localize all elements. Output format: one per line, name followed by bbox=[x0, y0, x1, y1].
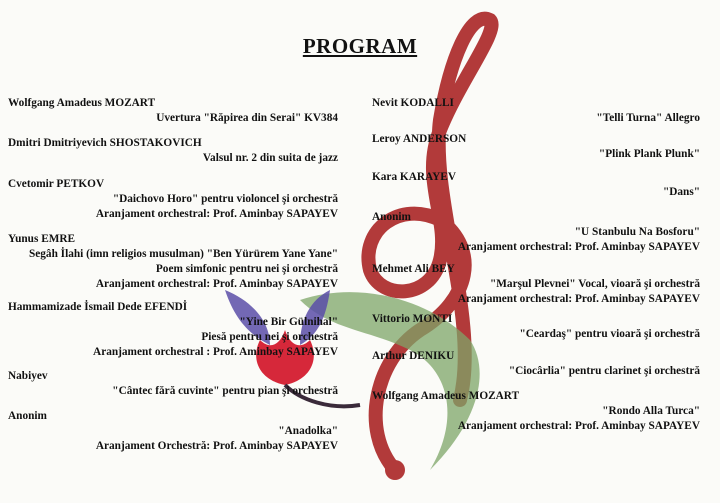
program-entry bbox=[8, 96, 338, 126]
composer-name: Cvetomir PETKOV bbox=[8, 178, 105, 190]
work-line: Aranjament orchestral : Prof. Aminbay SAPAYEV bbox=[93, 346, 338, 358]
work-line: "Dans" bbox=[662, 186, 700, 198]
program-entry bbox=[8, 232, 338, 292]
composer-name: Vittorio MONTI bbox=[372, 313, 453, 325]
composer-name: Kara KARAYEV bbox=[372, 171, 456, 183]
work-line: "Ceardaş" pentru vioară şi orchestră bbox=[519, 328, 700, 340]
clef-dot-icon bbox=[385, 460, 405, 480]
work-line: Aranjament orchestral: Prof. Aminbay SAPAYEV bbox=[95, 278, 338, 290]
work-line: "Anadolka" bbox=[278, 425, 338, 437]
composer-name: Anonim bbox=[8, 410, 47, 422]
program-entry bbox=[8, 177, 338, 222]
program-entry bbox=[372, 349, 700, 379]
composer-name: Nevit KODALLI bbox=[372, 97, 454, 109]
composer-name: Wolfgang Amadeus MOZART bbox=[372, 390, 520, 402]
work-line: Uvertura "Răpirea din Serai" KV384 bbox=[156, 112, 338, 124]
program-entry bbox=[372, 96, 700, 126]
composer-name: Wolfgang Amadeus MOZART bbox=[8, 97, 156, 109]
work-line: "Ciocârlia" pentru clarinet şi orchestră bbox=[508, 365, 700, 377]
work-line: Aranjament orchestral: Prof. Aminbay SAPAYEV bbox=[95, 208, 338, 220]
program-entry bbox=[372, 312, 700, 342]
work-line: Piesă pentru nei şi orchestră bbox=[201, 331, 338, 343]
work-line: "U Stanbulu Na Bosforu" bbox=[574, 226, 700, 238]
work-line: Poem simfonic pentru nei şi orchestră bbox=[155, 263, 338, 275]
work-line: "Daichovo Horo" pentru violoncel şi orchestră bbox=[112, 193, 338, 205]
composer-name: Leroy ANDERSON bbox=[372, 133, 467, 145]
work-line: "Plink Plank Plunk" bbox=[598, 148, 700, 160]
work-line: "Yine Bir Gülnihal" bbox=[239, 316, 338, 328]
program-entry bbox=[372, 170, 700, 200]
program-entry bbox=[8, 409, 338, 454]
work-line: Valsul nr. 2 din suita de jazz bbox=[202, 152, 338, 164]
work-line: Segâh İlahi (imn religios musulman) "Ben Yürürem Yane Yane" bbox=[28, 248, 338, 260]
program-entry bbox=[372, 132, 700, 162]
work-line: Aranjament orchestral: Prof. Aminbay SAPAYEV bbox=[457, 293, 700, 305]
work-line: "Telli Turna" Allegro bbox=[596, 112, 700, 124]
program-entry bbox=[372, 262, 700, 307]
work-line: Aranjament orchestral: Prof. Aminbay SAPAYEV bbox=[457, 241, 700, 253]
program-entry bbox=[372, 210, 700, 255]
composer-name: Arthur DENIKU bbox=[372, 350, 455, 362]
work-line: Aranjament orchestral: Prof. Aminbay SAPAYEV bbox=[457, 420, 700, 432]
work-line: "Marşul Plevnei" Vocal, vioară şi orchestră bbox=[489, 278, 700, 290]
program-entry bbox=[8, 300, 338, 360]
work-line: Aranjament Orchestră: Prof. Aminbay SAPAYEV bbox=[95, 440, 338, 452]
composer-name: Hammamizade İsmail Dede EFENDİ bbox=[8, 301, 188, 313]
page-title: PROGRAM bbox=[302, 34, 418, 58]
program-entry bbox=[8, 369, 338, 399]
composer-name: Anonim bbox=[372, 211, 411, 223]
program-entry bbox=[8, 136, 338, 166]
composer-name: Dmitri Dmitriyevich SHOSTAKOVICH bbox=[8, 137, 202, 149]
work-line: "Rondo Alla Turca" bbox=[602, 405, 700, 417]
program-entry bbox=[372, 389, 700, 434]
composer-name: Yunus EMRE bbox=[8, 233, 76, 245]
composer-name: Nabiyev bbox=[8, 370, 48, 382]
composer-name: Mehmet Ali BEY bbox=[372, 263, 455, 275]
work-line: "Cântec fără cuvinte" pentru pian şi orchestră bbox=[112, 385, 338, 397]
